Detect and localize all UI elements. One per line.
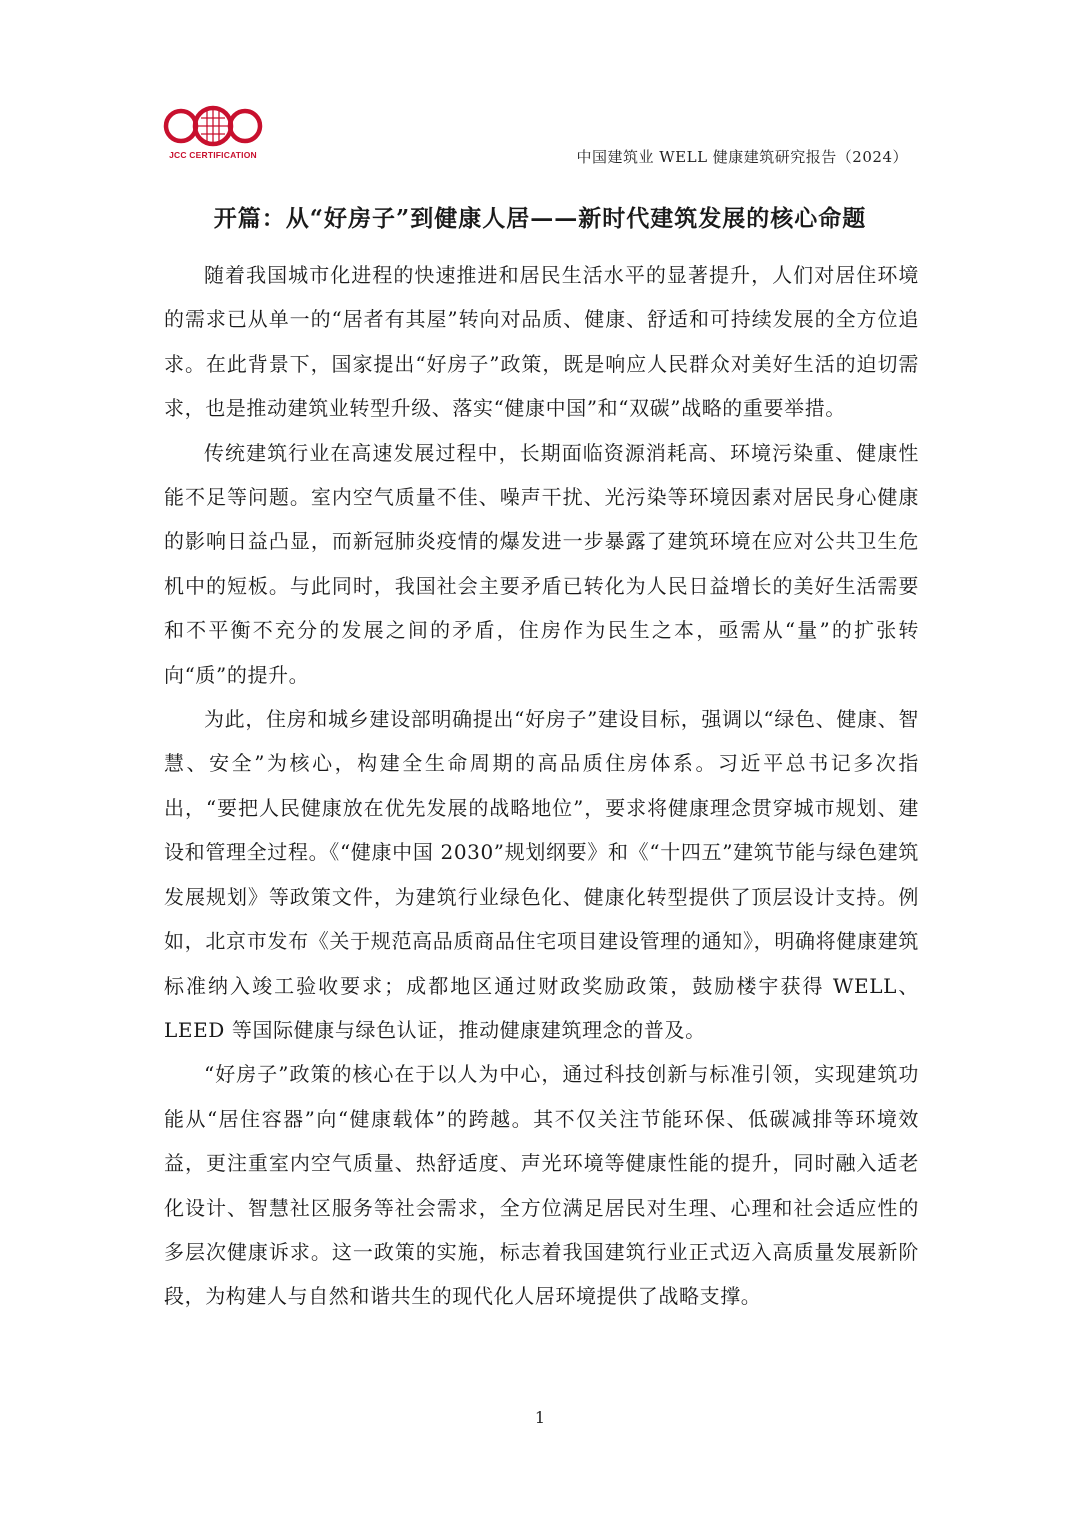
jcc-logo [163, 104, 263, 160]
page-title: 开篇：从“好房子”到健康人居——新时代建筑发展的核心命题 [213, 205, 867, 232]
paragraph: 随着我国城市化进程的快速推进和居民生活水平的显著提升，人们对居住环境的需求已从单一的“居者有其屋”转向对品质、健康、舒适和可持续发展的全方位追求。在此背景下，国家提出“好房子”政策，既是响应人民群众对美好生活的迫切需求，也是推动建筑业转型升级、落实“健康中国”和“双碳”战略的重要举措。 [164, 263, 919, 421]
paragraph: “好房子”政策的核心在于以人为中心，通过科技创新与标准引领，实现建筑功能从“居住容器”向“健康载体”的跨越。其不仅关注节能环保、低碳减排等环境效益，更注重室内空气质量、热舒适度、声光环境等健康性能的提升，同时融入适老化设计、智慧社区服务等社会需求，全方位满足居民对生理、心理和社会适应性的多层次健康诉求。这一政策的实施，标志着我国建筑行业正式迈入高质量发展新阶段，为构建人与自然和谐共生的现代化人居环境提供了战略支撑。 [164, 1062, 919, 1309]
paragraph: 为此，住房和城乡建设部明确提出“好房子”建设目标，强调以“绿色、健康、智慧、安全”为核心，构建全生命周期的高品质住房体系。习近平总书记多次指出，“要把人民健康放在优先发展的战略地位”，要求将健康理念贯穿城市规划、建设和管理全过程。《“健康中国 2030”规划纲要》和《“十四五”建筑节能与绿色建筑发展规划》等政策文件，为建筑行业绿色化、健康化转型提供了顶层设计支持。例如，北京市发布《关于规范高品质商品住宅项目建设管理的通知》，明确将健康建筑标准纳入竣工验收要求；成都地区通过财政奖励政策，鼓励楼宇获得 WELL、LEED 等国际健康与绿色认证，推动健康建筑理念的普及。 [164, 707, 919, 1042]
jcc-rings-icon [163, 104, 263, 150]
page-number: 1 [534, 1408, 546, 1427]
logo-text: JCC CERTIFICATION [169, 150, 257, 160]
body-text [164, 253, 919, 1319]
paragraph: 传统建筑行业在高速发展过程中，长期面临资源消耗高、环境污染重、健康性能不足等问题。室内空气质量不佳、噪声干扰、光污染等环境因素对居民身心健康的影响日益凸显，而新冠肺炎疫情的爆发进一步暴露了建筑环境在应对公共卫生危机中的短板。与此同时，我国社会主要矛盾已转化为人民日益增长的美好生活需要和不平衡不充分的发展之间的矛盾，住房作为民生之本，亟需从“量”的扩张转向“质”的提升。 [164, 440, 919, 687]
report-running-header: 中国建筑业 WELL 健康建筑研究报告（2024） [576, 148, 908, 166]
